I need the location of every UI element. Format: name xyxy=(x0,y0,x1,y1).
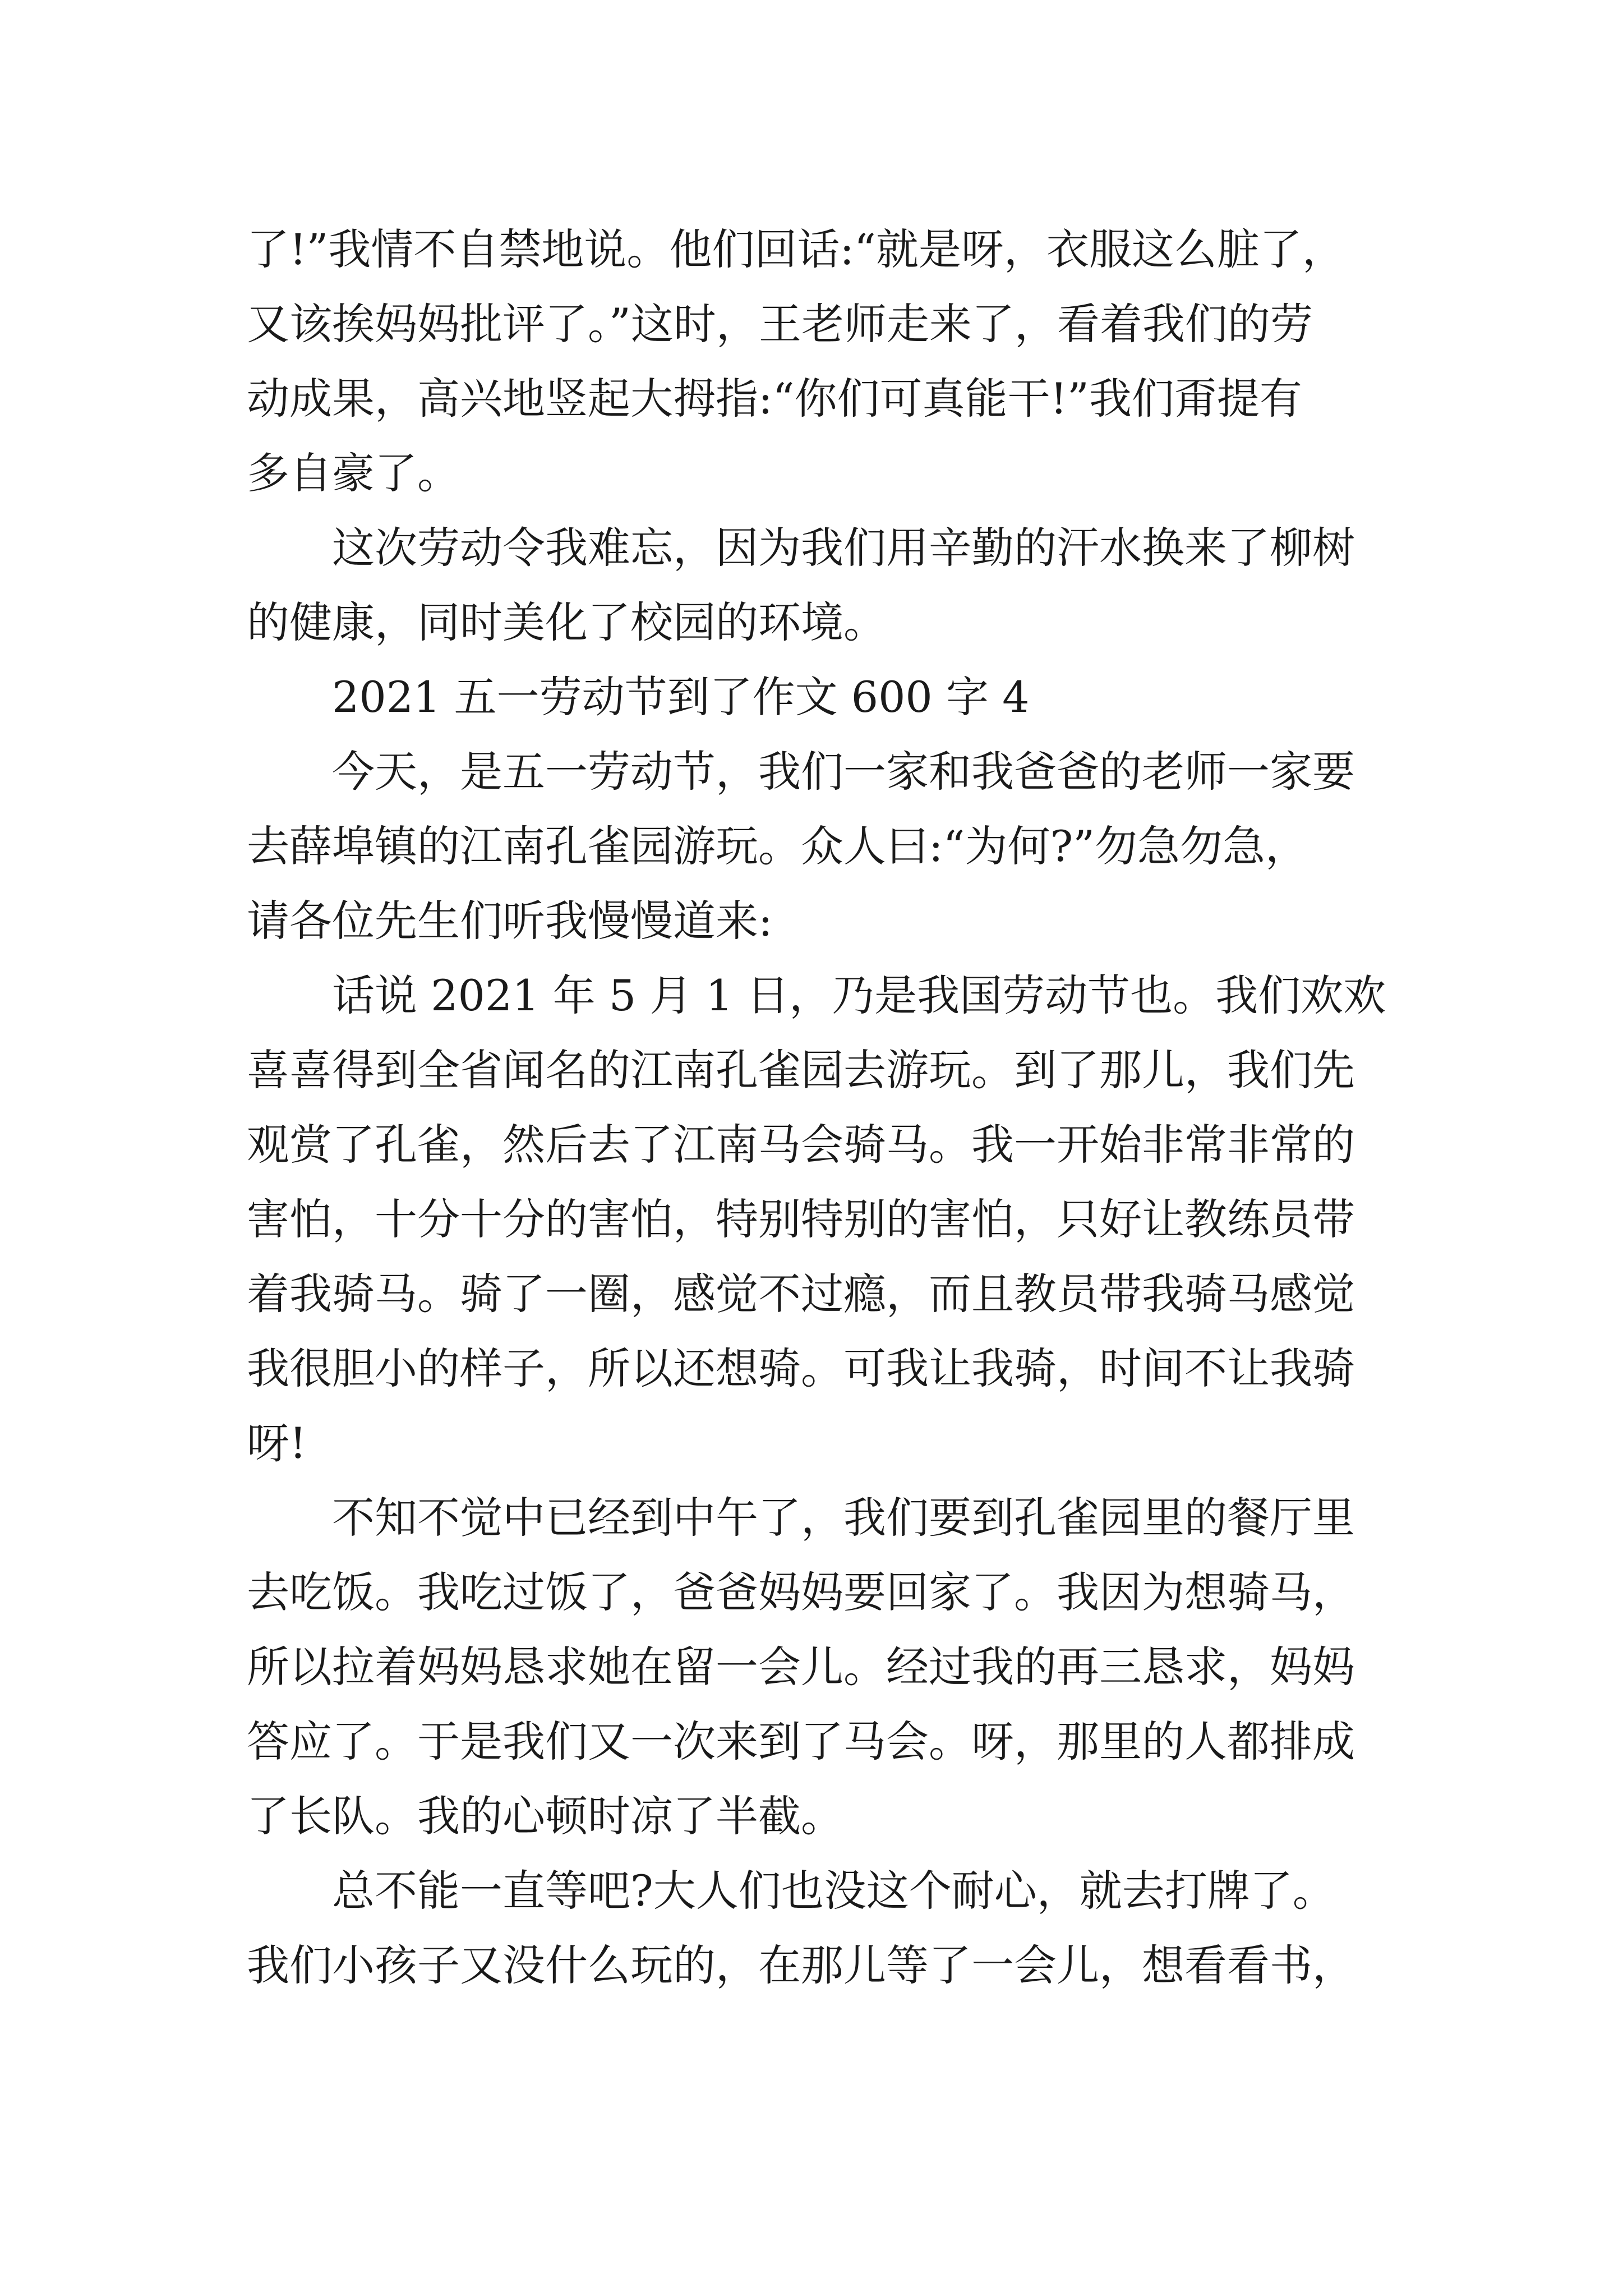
text-line: 喜喜得到全省闻名的江南孔雀园去游玩。到了那儿，我们先 xyxy=(247,1045,1355,1095)
text-line: 观赏了孔雀，然后去了江南马会骑马。我一开始非常非常的 xyxy=(247,1120,1355,1170)
text-line: 话说 2021 年 5 月 1 日，乃是我国劳动节也。我们欢欢 xyxy=(332,970,1386,1020)
text-line: 这次劳动令我难忘，因为我们用辛勤的汗水换来了柳树 xyxy=(332,523,1355,573)
text-line: 呀! xyxy=(247,1418,307,1468)
text-line: 请各位先生们听我慢慢道来: xyxy=(247,896,773,946)
text-line: 总不能一直等吧?大人们也没这个耐心，就去打牌了。 xyxy=(332,1866,1335,1916)
text-line: 了长队。我的心顿时凉了半截。 xyxy=(247,1791,843,1841)
text-line: 又该挨妈妈批评了。”这时，王老师走来了，看着我们的劳 xyxy=(247,299,1313,349)
text-line: 所以拉着妈妈恳求她在留一会儿。经过我的再三恳求，妈妈 xyxy=(247,1642,1355,1692)
text-line: 我很胆小的样子，所以还想骑。可我让我骑，时间不让我骑 xyxy=(247,1343,1355,1393)
text-line: 动成果，高兴地竖起大拇指:“你们可真能干!”我们甭提有 xyxy=(247,374,1302,424)
document-body xyxy=(247,212,1436,2003)
text-line: 着我骑马。骑了一圈，感觉不过瘾，而且教员带我骑马感觉 xyxy=(247,1269,1355,1319)
text-line: 去吃饭。我吃过饭了，爸爸妈妈要回家了。我因为想骑马， xyxy=(247,1567,1355,1617)
text-line: 去薛埠镇的江南孔雀园游玩。众人曰:“为何?”勿急勿急， xyxy=(247,821,1308,871)
text-line: 今天，是五一劳动节，我们一家和我爸爸的老师一家要 xyxy=(332,747,1355,797)
text-line: 了!”我情不自禁地说。他们回话:“就是呀，衣服这么脏了， xyxy=(247,224,1345,274)
text-line: 害怕，十分十分的害怕，特别特别的害怕，只好让教练员带 xyxy=(247,1194,1355,1244)
text-line: 多自豪了。 xyxy=(247,448,460,498)
text-line: 我们小孩子又没什么玩的，在那儿等了一会儿，想看看书， xyxy=(247,1940,1355,1990)
text-line: 的健康，同时美化了校园的环境。 xyxy=(247,597,886,647)
text-line: 不知不觉中已经到中午了，我们要到孔雀园里的餐厅里 xyxy=(332,1493,1355,1543)
text-line: 答应了。于是我们又一次来到了马会。呀，那里的人都排成 xyxy=(247,1717,1355,1766)
section-heading: 2021 五一劳动节到了作文 600 字 4 xyxy=(332,672,1030,722)
